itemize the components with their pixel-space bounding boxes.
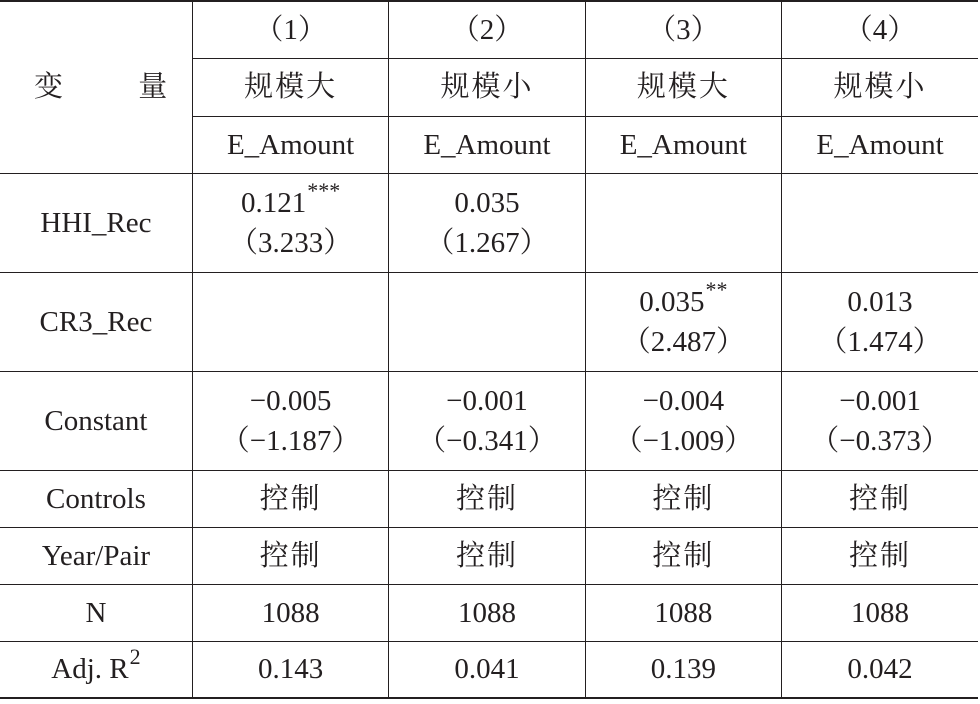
column-number-3: （3）	[585, 1, 781, 58]
hhi-tstat-1: （3.233）	[228, 226, 353, 259]
hhi-tstat-2: （1.267）	[425, 226, 549, 259]
row-label-hhi: HHI_Rec	[0, 173, 192, 272]
constant-cell-4	[782, 371, 978, 470]
row-year-pair	[0, 527, 978, 584]
row-adj-r2	[0, 641, 978, 698]
dependent-var-3: E_Amount	[585, 116, 781, 173]
group-label-4: 规模小	[782, 58, 978, 116]
constant-tstat-3: （−1.009）	[613, 424, 754, 457]
dependent-var-2: E_Amount	[389, 116, 585, 173]
adj-r2-value-4: 0.042	[782, 641, 978, 698]
constant-cell-2	[389, 371, 585, 470]
adj-r2-label: Adj. R	[51, 653, 129, 686]
n-value-4: 1088	[782, 584, 978, 641]
cr3-stars-3: **	[705, 276, 728, 302]
dependent-var-4: E_Amount	[782, 116, 978, 173]
adj-r2-superscript: 2	[129, 644, 141, 670]
constant-coef-2: −0.001	[446, 384, 528, 417]
hhi-cell-1	[192, 173, 388, 272]
group-label-3: 规模大	[585, 58, 781, 116]
hhi-coef-2: 0.035	[454, 186, 520, 219]
cr3-cell-3	[585, 272, 781, 371]
constant-cell-1	[192, 371, 388, 470]
cr3-tstat-4: （1.474）	[818, 325, 942, 358]
constant-tstat-1: （−1.187）	[220, 424, 361, 457]
cr3-tstat-3: （2.487）	[621, 325, 745, 358]
hhi-cell-3	[585, 173, 781, 272]
adj-r2-value-2: 0.041	[389, 641, 585, 698]
header-row-column-numbers	[0, 1, 978, 58]
controls-value-4: 控制	[782, 470, 978, 527]
variable-header-cell	[0, 1, 202, 173]
hhi-stars-1: ***	[307, 177, 341, 203]
constant-coef-3: −0.004	[642, 384, 725, 417]
group-label-2: 规模小	[389, 58, 585, 116]
column-number-4: （4）	[782, 1, 978, 58]
row-hhi-rec	[0, 173, 978, 272]
variable-header-label: 变 量	[34, 71, 202, 104]
row-constant	[0, 371, 978, 470]
hhi-cell-2	[389, 173, 585, 272]
controls-value-1: 控制	[192, 470, 388, 527]
year-pair-value-4: 控制	[782, 527, 978, 584]
row-label-controls: Controls	[0, 470, 192, 527]
cr3-cell-2	[389, 272, 585, 371]
cr3-coef-4: 0.013	[847, 285, 913, 318]
row-n	[0, 584, 978, 641]
cr3-coef-3: 0.035	[639, 285, 705, 318]
year-pair-value-1: 控制	[192, 527, 388, 584]
n-value-3: 1088	[585, 584, 781, 641]
constant-coef-1: −0.005	[249, 384, 332, 417]
controls-value-3: 控制	[585, 470, 781, 527]
adj-r2-value-3: 0.139	[585, 641, 781, 698]
row-label-n: N	[0, 584, 192, 641]
column-number-2: （2）	[389, 1, 585, 58]
row-controls	[0, 470, 978, 527]
dependent-var-1: E_Amount	[192, 116, 388, 173]
constant-tstat-4: （−0.373）	[810, 424, 950, 457]
row-label-constant: Constant	[0, 371, 192, 470]
constant-cell-3	[585, 371, 781, 470]
year-pair-value-2: 控制	[389, 527, 585, 584]
row-cr3-rec	[0, 272, 978, 371]
cr3-cell-1	[192, 272, 388, 371]
group-label-1: 规模大	[192, 58, 388, 116]
column-number-1: （1）	[192, 1, 388, 58]
hhi-cell-4	[782, 173, 978, 272]
row-label-adj-r2	[0, 641, 192, 698]
constant-tstat-2: （−0.341）	[417, 424, 557, 457]
controls-value-2: 控制	[389, 470, 585, 527]
row-label-cr3: CR3_Rec	[0, 272, 192, 371]
hhi-coef-1: 0.121	[240, 186, 307, 219]
constant-coef-4: −0.001	[839, 384, 921, 417]
adj-r2-value-1: 0.143	[192, 641, 388, 698]
year-pair-value-3: 控制	[585, 527, 781, 584]
row-label-year-pair: Year/Pair	[0, 527, 192, 584]
n-value-1: 1088	[192, 584, 388, 641]
n-value-2: 1088	[389, 584, 585, 641]
cr3-cell-4	[782, 272, 978, 371]
